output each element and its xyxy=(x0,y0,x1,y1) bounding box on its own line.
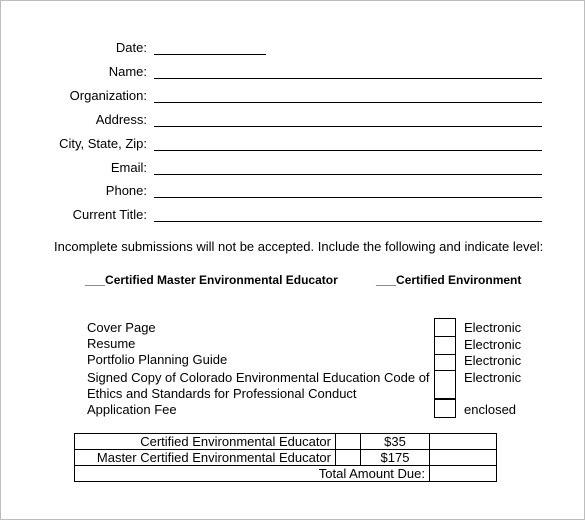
format-code-of-ethics: Electronic xyxy=(464,370,522,385)
name-label: Name: xyxy=(108,64,147,79)
phone-input-line[interactable] xyxy=(154,197,542,198)
city-state-zip-label: City, State, Zip: xyxy=(59,136,147,151)
address-label: Address: xyxy=(95,112,147,127)
fee-entry-cell[interactable] xyxy=(430,450,497,466)
email-field xyxy=(1,160,147,180)
fee-amount: $35 xyxy=(361,434,430,450)
current-title-label: Current Title: xyxy=(72,207,147,222)
date-input-line[interactable] xyxy=(154,54,266,55)
requirement-application-fee: Application Fee xyxy=(87,402,177,417)
format-portfolio-guide: Electronic xyxy=(464,353,522,368)
total-amount-label: Total Amount Due: xyxy=(75,466,430,482)
fee-select-cell[interactable] xyxy=(336,434,361,450)
requirement-cover-page: Cover Page xyxy=(87,320,156,335)
fee-amount: $175 xyxy=(361,450,430,466)
fee-entry-cell[interactable] xyxy=(430,434,497,450)
requirement-portfolio-guide: Portfolio Planning Guide xyxy=(87,352,228,367)
name-field xyxy=(1,64,147,84)
checkbox-resume[interactable] xyxy=(434,336,456,355)
fee-select-cell[interactable] xyxy=(336,450,361,466)
format-cover-page: Electronic xyxy=(464,320,522,335)
organization-field xyxy=(1,88,147,108)
email-label: Email: xyxy=(110,160,147,175)
table-row xyxy=(75,434,497,450)
city-state-zip-field xyxy=(1,136,147,156)
email-input-line[interactable] xyxy=(154,174,542,175)
fee-description: Certified Environmental Educator xyxy=(75,434,336,450)
date-label: Date: xyxy=(115,40,147,55)
table-row xyxy=(75,450,497,466)
requirement-resume: Resume xyxy=(87,336,136,351)
level-certified-option[interactable]: ___Certified Environment xyxy=(376,273,522,287)
requirement-code-of-ethics-line2: Ethics and Standards for Professional Conduct xyxy=(87,386,357,401)
format-resume: Electronic xyxy=(464,337,522,352)
phone-label: Phone: xyxy=(105,183,147,198)
checkbox-cover-page[interactable] xyxy=(434,318,456,337)
organization-label: Organization: xyxy=(69,88,147,103)
table-row xyxy=(75,466,497,482)
date-field xyxy=(1,40,147,60)
organization-input-line[interactable] xyxy=(154,102,542,103)
fee-table xyxy=(74,433,497,482)
instructions-text: Incomplete submissions will not be accepted. Include the following and indicate level: xyxy=(54,239,544,254)
checkbox-portfolio-guide[interactable] xyxy=(434,354,456,371)
current-title-input-line[interactable] xyxy=(154,221,542,222)
fee-description: Master Certified Environmental Educator xyxy=(75,450,336,466)
checkbox-code-of-ethics[interactable] xyxy=(434,370,456,399)
name-input-line[interactable] xyxy=(154,78,542,79)
address-input-line[interactable] xyxy=(154,126,542,127)
requirement-code-of-ethics: Signed Copy of Colorado Environmental Education Code of xyxy=(87,370,430,385)
phone-field xyxy=(1,183,147,203)
address-field xyxy=(1,112,147,132)
level-master-option[interactable]: ___Certified Master Environmental Educator xyxy=(85,273,338,287)
city-state-zip-input-line[interactable] xyxy=(154,150,542,151)
current-title-field xyxy=(1,207,147,227)
total-amount-cell[interactable] xyxy=(430,466,497,482)
checkbox-application-fee[interactable] xyxy=(434,399,456,418)
format-application-fee: enclosed xyxy=(464,402,517,417)
